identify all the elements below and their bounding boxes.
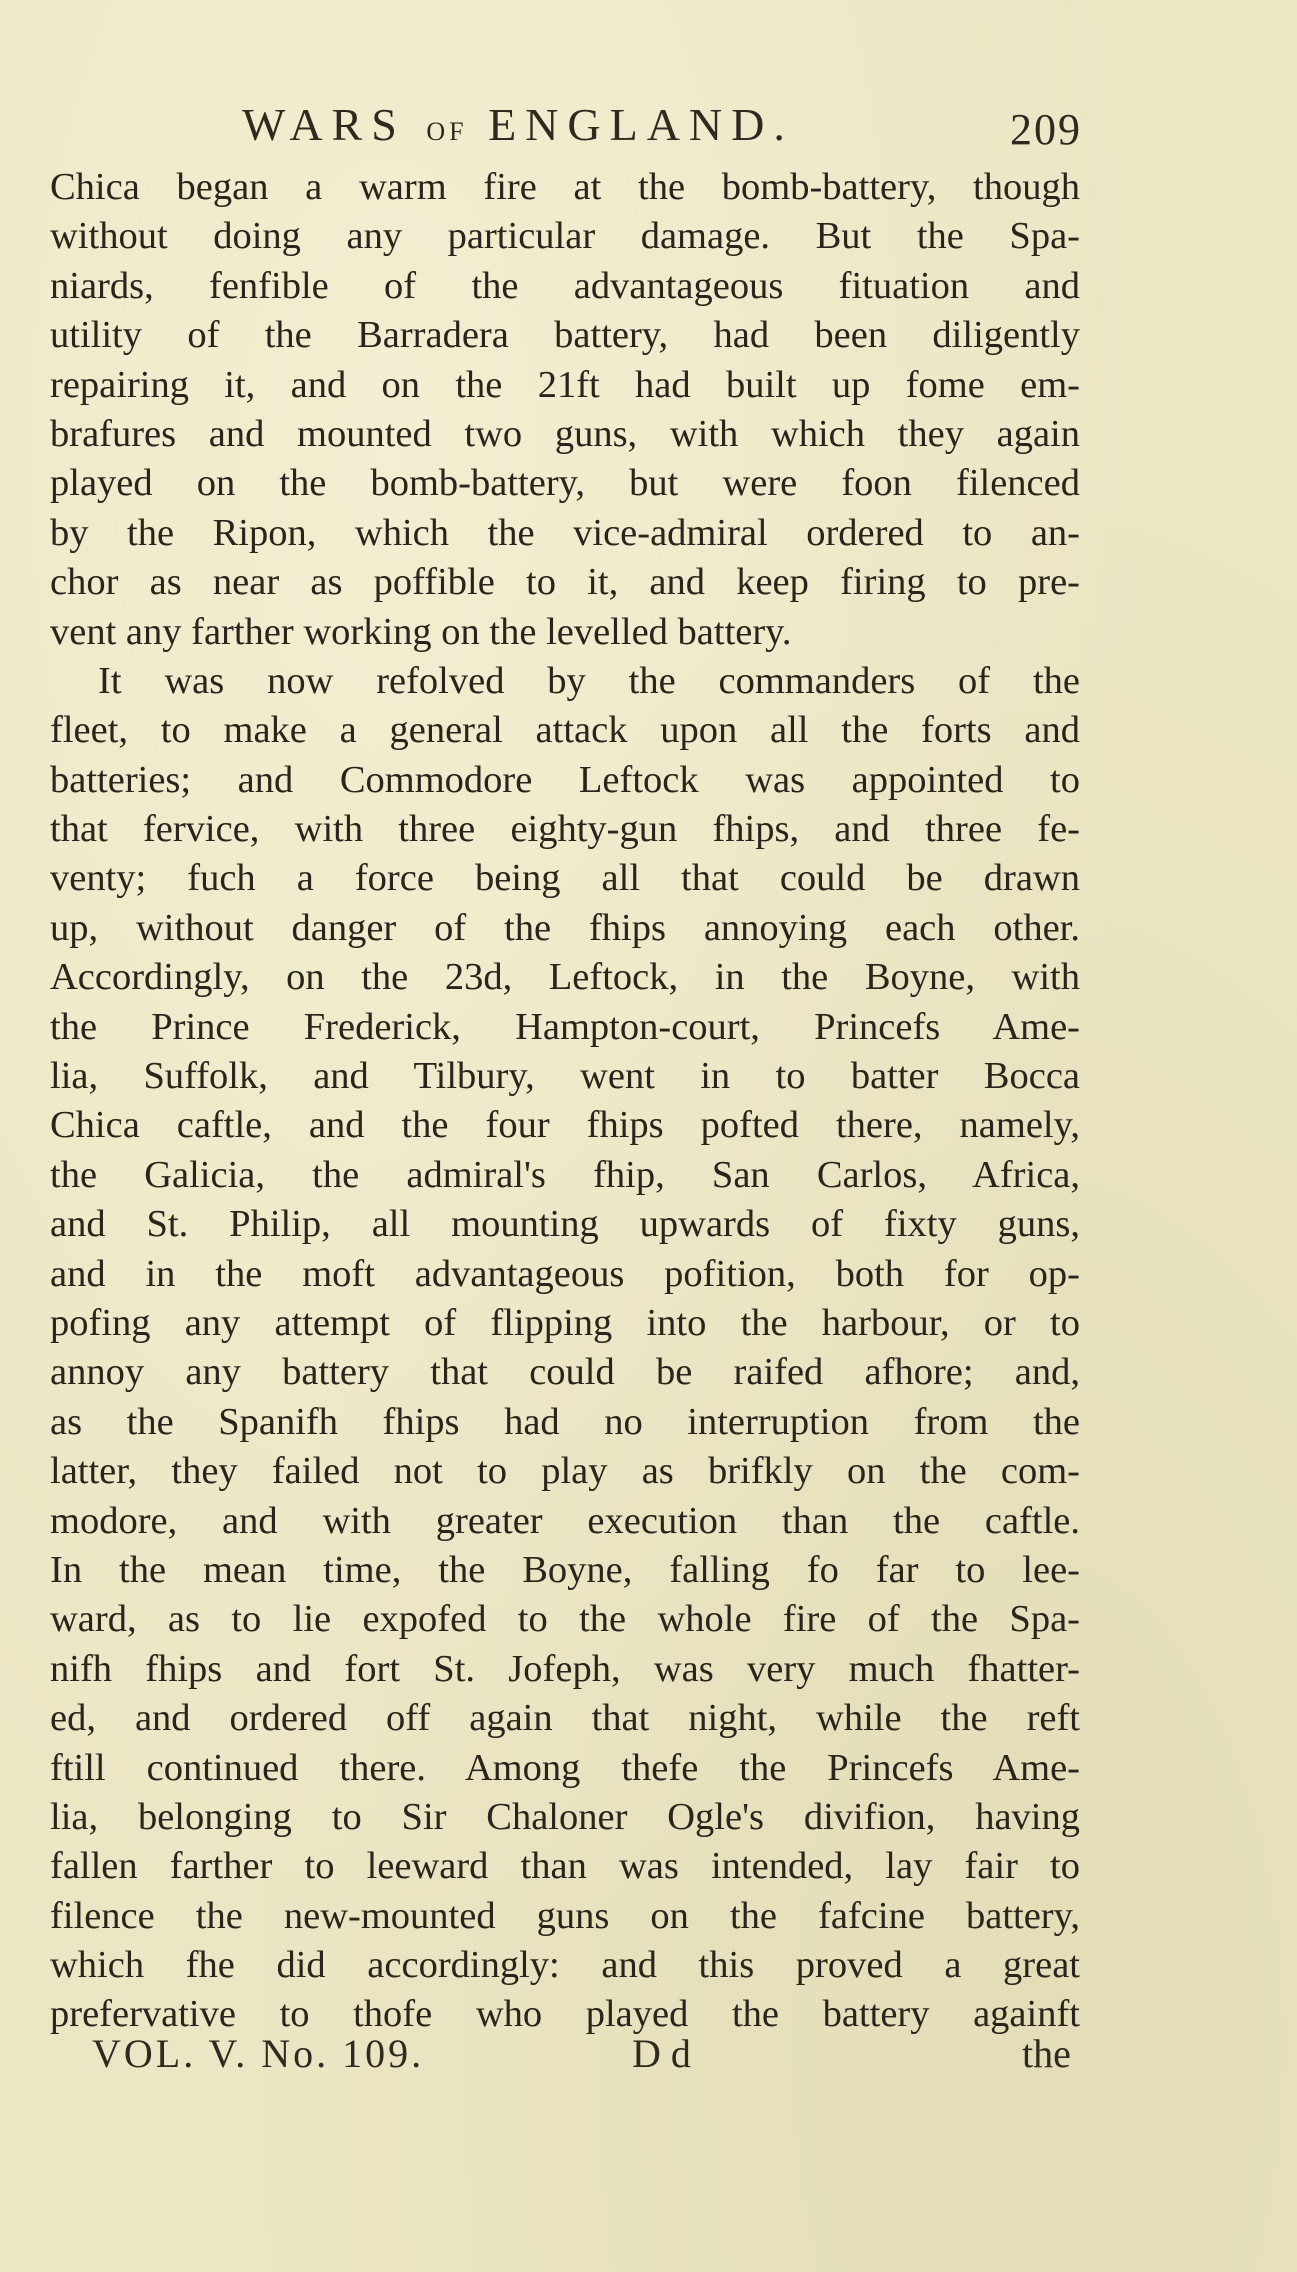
text-line: niards, fenfible of the advantageous fituation and — [50, 264, 1080, 307]
text-line: as the Spanifh fhips had no interruption from the — [50, 1400, 1080, 1443]
volume-number: VOL. V. No. 109. — [92, 2031, 425, 2076]
text-line: pofing any attempt of flipping into the harbour, or to — [50, 1301, 1080, 1344]
signature-mark: D d — [632, 2031, 691, 2076]
catchword: the — [1022, 2031, 1071, 2076]
running-title-part1: WARS — [242, 99, 427, 150]
text-line: played on the bomb-battery, but were foon filenced — [50, 462, 1080, 505]
text-line: ed, and ordered off again that night, while the reft — [50, 1697, 1080, 1740]
text-line: fallen farther to leeward than was intended, lay fair to — [50, 1845, 1080, 1888]
text-line: filence the new-mounted guns on the fafcine battery, — [50, 1894, 1080, 1937]
text-line: lia, Suffolk, and Tilbury, went in to batter Bocca — [50, 1055, 1080, 1098]
text-line: annoy any battery that could be raifed afhore; and, — [50, 1351, 1080, 1394]
text-line: Chica caftle, and the four fhips pofted there, namely, — [50, 1104, 1080, 1147]
text-line: venty; fuch a force being all that could be drawn — [50, 857, 1080, 900]
page-header — [0, 98, 1297, 158]
text-line: the Prince Frederick, Hampton-court, Princefs Ame- — [50, 1005, 1080, 1048]
text-line: repairing it, and on the 21ft had built up fome em- — [50, 363, 1080, 406]
text-line: and St. Philip, all mounting upwards of fixty guns, — [50, 1203, 1080, 1246]
text-line: the Galicia, the admiral's fhip, San Carlos, Africa, — [50, 1153, 1080, 1196]
paragraph-2 — [50, 657, 1080, 2040]
text-line: chor as near as poffible to it, and keep firing to pre- — [50, 561, 1080, 604]
text-line: lia, belonging to Sir Chaloner Ogle's divifion, having — [50, 1795, 1080, 1838]
text-line: Chica began a warm fire at the bomb-battery, though — [50, 166, 1080, 208]
text-line: latter, they failed not to play as brifkly on the com- — [50, 1450, 1080, 1493]
body-text — [50, 163, 1080, 2040]
text-line: that fervice, with three eighty-gun fhips, and three fe- — [50, 808, 1080, 851]
text-line: It was now refolved by the commanders of the — [98, 659, 1080, 702]
text-line: brafures and mounted two guns, with which they again — [50, 412, 1080, 455]
running-title-part2: ENGLAND. — [467, 99, 794, 150]
text-line: utility of the Barradera battery, had been diligently — [50, 314, 1080, 357]
paragraph-1 — [50, 163, 1080, 657]
text-line: Accordingly, on the 23d, Leftock, in the Boyne, with — [50, 956, 1080, 999]
text-line: nifh fhips and fort St. Jofeph, was very much fhatter- — [50, 1647, 1080, 1690]
text-line: batteries; and Commodore Leftock was appointed to — [50, 758, 1080, 801]
text-line: vent any farther working on the levelled battery. — [50, 610, 792, 653]
text-line: up, without danger of the fhips annoying each other. — [50, 906, 1080, 949]
text-line: and in the moft advantageous pofition, both for op- — [50, 1252, 1080, 1295]
running-title-of: OF — [426, 117, 468, 146]
running-title — [242, 98, 794, 151]
page-number: 209 — [1010, 105, 1082, 154]
text-line: prefervative to thofe who played the battery againft — [50, 1993, 1080, 2036]
text-line: which fhe did accordingly: and this proved a great — [50, 1944, 1080, 1987]
text-line: fleet, to make a general attack upon all the forts and — [50, 709, 1080, 752]
page-footer — [0, 2030, 1297, 2090]
text-line: by the Ripon, which the vice-admiral ordered to an- — [50, 511, 1080, 554]
text-line: ftill continued there. Among thefe the Princefs Ame- — [50, 1746, 1080, 1789]
text-line: modore, and with greater execution than the caftle. — [50, 1499, 1080, 1542]
text-line: without doing any particular damage. But the Spa- — [50, 215, 1080, 258]
text-line: ward, as to lie expofed to the whole fire of the Spa- — [50, 1598, 1080, 1641]
text-line: In the mean time, the Boyne, falling fo far to lee- — [50, 1548, 1080, 1591]
